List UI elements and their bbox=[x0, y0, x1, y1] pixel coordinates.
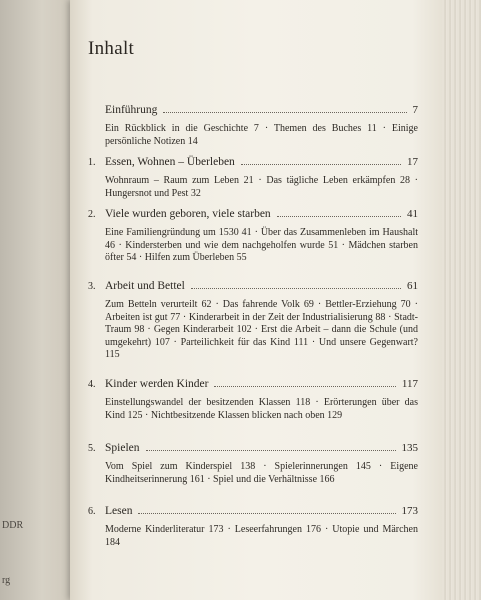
dot-leader bbox=[146, 449, 396, 451]
chapter-number: 5. bbox=[88, 443, 96, 454]
chapter-page: 41 bbox=[407, 208, 418, 220]
adjacent-page-text: DDR bbox=[2, 520, 24, 531]
dot-leader bbox=[214, 385, 395, 387]
chapter-number: 1. bbox=[88, 157, 96, 168]
dot-leader bbox=[241, 163, 401, 165]
toc-entry-3 bbox=[88, 280, 418, 362]
toc-entry-einfuehrung bbox=[88, 104, 418, 148]
chapter-title: Arbeit und Bettel bbox=[105, 280, 185, 292]
book-page bbox=[70, 0, 442, 600]
chapter-number: 3. bbox=[88, 281, 96, 292]
adjacent-page-text: rg bbox=[2, 575, 11, 586]
page-title: Inhalt bbox=[88, 38, 135, 59]
toc-entry-6 bbox=[88, 505, 418, 549]
chapter-sections: Vom Spiel zum Kinderspiel 138 · Spielerinnerungen 145 · Eigene Kindheitserinnerung 161 · Spiel und die Verhältnisse 166 bbox=[105, 461, 418, 485]
chapter-sections: Einstellungswandel der besitzenden Klassen 118 · Erörterungen über das Kind 125 · Nichtbesitzende Klassen blicken nach oben 129 bbox=[105, 397, 418, 421]
toc-entry-4 bbox=[88, 378, 418, 422]
chapter-title: Lesen bbox=[105, 505, 133, 517]
dot-leader bbox=[191, 287, 401, 289]
toc-entry-5 bbox=[88, 442, 418, 486]
chapter-number: 2. bbox=[88, 209, 96, 220]
chapter-page: 61 bbox=[407, 280, 418, 292]
chapter-sections: Eine Familiengründung um 1530 41 · Über das Zusammenleben im Haushalt 46 · Kindersterben und wie dem nachgeholfen wurde 51 · Mädchen starben öfter 54 · Hilfen zum Überleben 55 bbox=[105, 227, 418, 264]
page-stack-edge bbox=[442, 0, 481, 600]
dot-leader bbox=[138, 512, 395, 514]
chapter-page: 117 bbox=[401, 378, 418, 390]
chapter-page: 173 bbox=[401, 505, 418, 517]
chapter-title: Essen, Wohnen – Überleben bbox=[105, 156, 235, 168]
toc-entry-2 bbox=[88, 208, 418, 265]
chapter-sections: Ein Rückblick in die Geschichte 7 · Themen des Buches 11 · Einige persönliche Notizen 14 bbox=[105, 123, 418, 147]
toc-entry-1 bbox=[88, 156, 418, 200]
chapter-sections: Moderne Kinderliteratur 173 · Leseerfahrungen 176 · Utopie und Märchen 184 bbox=[105, 524, 418, 548]
chapter-page: 17 bbox=[407, 156, 418, 168]
chapter-number: 4. bbox=[88, 379, 96, 390]
chapter-sections: Wohnraum – Raum zum Leben 21 · Das tägliche Leben erkämpfen 28 · Hungersnot und Pest 32 bbox=[105, 175, 418, 199]
dot-leader bbox=[163, 111, 406, 113]
adjacent-page-edge bbox=[0, 0, 70, 600]
chapter-title: Spielen bbox=[105, 442, 140, 454]
chapter-title: Viele wurden geboren, viele starben bbox=[105, 208, 271, 220]
chapter-sections: Zum Betteln verurteilt 62 · Das fahrende Volk 69 · Bettler-Erziehung 70 · Arbeiten ist gut 77 · Kinderarbeit in der Zeit der Industrialisierung 88 · Stadt-Traum 98 · Gegen Kinderarbeit 102 · Erst die Arbeit – dann die Schule (und umgekehrt) 107 · Parteilichkeit für das Kind 111 · Und unsere Gegenwart? 115 bbox=[105, 299, 418, 361]
dot-leader bbox=[277, 215, 401, 217]
chapter-title: Einführung bbox=[105, 104, 158, 116]
chapter-title: Kinder werden Kinder bbox=[105, 378, 209, 390]
chapter-number: 6. bbox=[88, 506, 96, 517]
chapter-page: 135 bbox=[401, 442, 418, 454]
chapter-page: 7 bbox=[412, 104, 418, 116]
